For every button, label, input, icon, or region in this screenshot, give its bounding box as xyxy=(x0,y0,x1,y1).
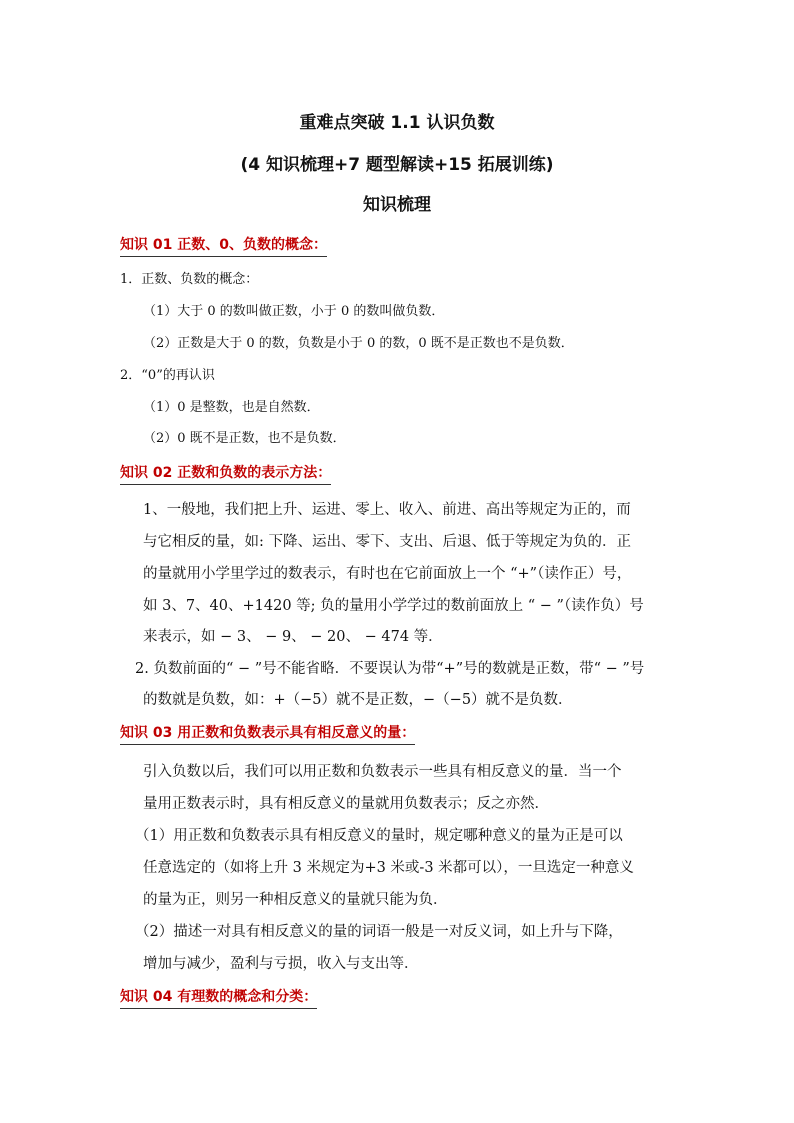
k01-line-6: （2）0 既不是正数，也不是负数． xyxy=(143,431,346,446)
k03-line-3: （1）用正数和负数表示具有相反意义的量时，规定哪种意义的量为正是可以 xyxy=(135,828,623,844)
knowledge-03-heading: 知识 03 用正数和负数表示具有相反意义的量： xyxy=(120,722,415,745)
knowledge-02-heading: 知识 02 正数和负数的表示方法： xyxy=(120,462,331,485)
k03-line-6: （2）描述一对具有相反意义的量的词语一般是一对反义词，如上升与下降， xyxy=(135,924,623,940)
k01-line-2: （1）大于 0 的数叫做正数，小于 0 的数叫做负数． xyxy=(143,304,445,319)
k03-line-4: 任意选定的（如将上升 3 米规定为+3 米或-3 米都可以），一旦选定一种意义 xyxy=(143,860,634,876)
k02-line-3: 的量就用小学里学过的数表示，有时也在它前面放上一个 “+”（读作正）号， xyxy=(143,566,632,582)
k02-line-1: 1、一般地，我们把上升、运进、零上、收入、前进、高出等规定为正的，而 xyxy=(143,502,631,518)
k01-line-4: 2．“0”的再认识 xyxy=(120,368,215,383)
k03-line-5: 的量为正，则另一种相反意义的量就只能为负． xyxy=(143,892,448,908)
knowledge-04-heading: 知识 04 有理数的概念和分类： xyxy=(120,986,317,1009)
knowledge-01-heading: 知识 01 正数、0、负数的概念： xyxy=(120,234,327,257)
section-title: 知识梳理 xyxy=(363,195,431,215)
k03-line-7: 增加与减少，盈利与亏损，收入与支出等． xyxy=(143,956,419,972)
k02-line-7: 的数就是负数，如：+（−5）就不是正数，−（−5）就不是负数． xyxy=(143,692,573,708)
k02-line-2: 与它相反的量，如: 下降、运出、零下、支出、后退、低于等规定为负的．正 xyxy=(143,534,631,550)
k01-line-5: （1）0 是整数，也是自然数． xyxy=(143,400,320,415)
document-subtitle: (4 知识梳理+7 题型解读+15 拓展训练) xyxy=(240,155,554,175)
k02-line-5: 来表示，如 − 3、 − 9、 − 20、 − 474 等． xyxy=(143,629,443,645)
k01-line-3: （2）正数是大于 0 的数，负数是小于 0 的数，0 既不是正数也不是负数． xyxy=(143,336,574,351)
k02-line-6: 2. 负数前面的“ − ”号不能省略．不要误认为带“+”号的数就是正数，带“ − ”号 xyxy=(135,661,645,677)
k03-line-1: 引入负数以后，我们可以用正数和负数表示一些具有相反意义的量．当一个 xyxy=(143,764,622,780)
k02-line-4: 如 3、7、40、+1420 等; 负的量用小学学过的数前面放上 “ − ”（读作负）号 xyxy=(143,598,644,614)
k03-line-2: 量用正数表示时，具有相反意义的量就用负数表示；反之亦然． xyxy=(143,796,549,812)
document-title: 重难点突破 1.1 认识负数 xyxy=(299,113,495,133)
k01-line-1: 1．正数、负数的概念： xyxy=(120,272,259,287)
